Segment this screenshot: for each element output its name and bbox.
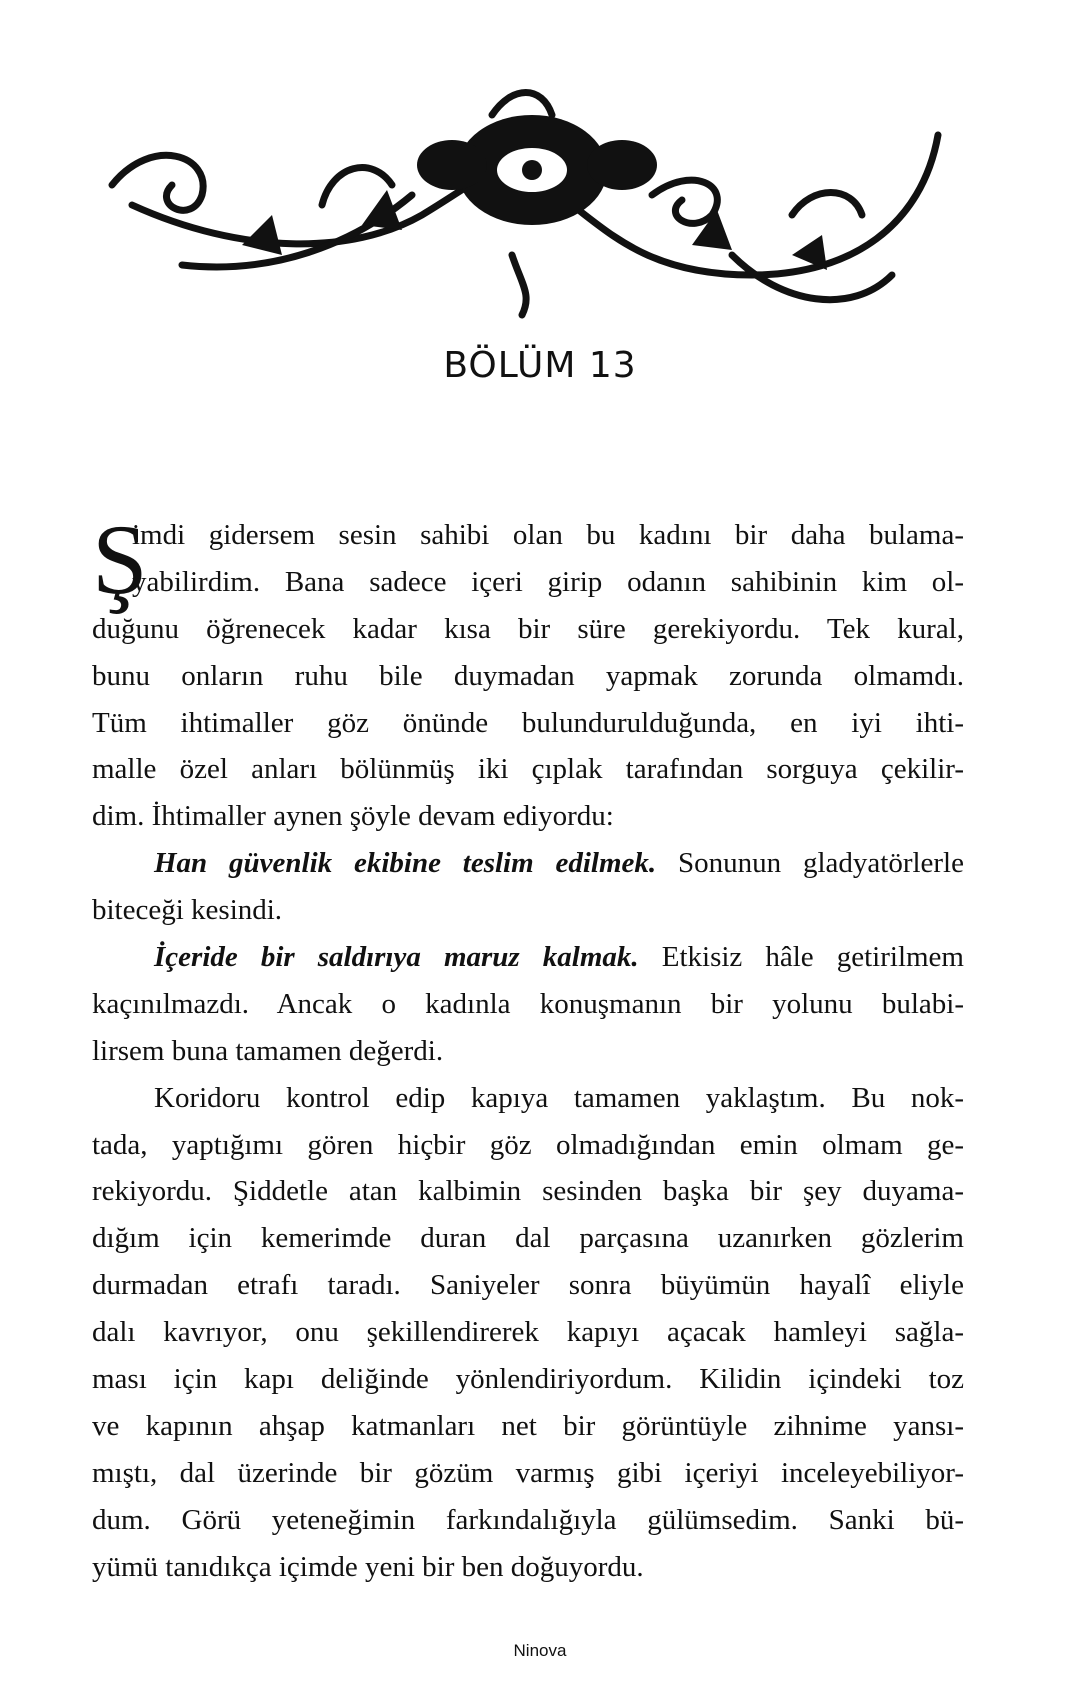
- text-line: yabilirdim. Bana sadece içeri girip odanın sahibinin kim ol-: [132, 565, 964, 598]
- text-line: dığım için kemerimde duran dal parçasına uzanırken gözlerim: [92, 1222, 964, 1255]
- text-line: durmadan etrafı taradı. Saniyeler sonra büyümün hayalî eliyle: [92, 1269, 964, 1302]
- text-line: biteceği kesindi.: [92, 894, 283, 927]
- text-line: malle özel anları bölünmüş iki çıplak tarafından sorguya çekilir-: [92, 753, 964, 786]
- text-line: duğunu öğrenecek kadar kısa bir süre gerekiyordu. Tek kural,: [92, 612, 964, 645]
- text-line: bunu onların ruhu bile duymadan yapmak zorunda olmamdı.: [92, 659, 964, 692]
- text-line: rekiyordu. Şiddetle atan kalbimin sesinden başka bir şey duyama-: [92, 1175, 964, 1208]
- text-line: [92, 934, 964, 981]
- text-line: [92, 840, 964, 887]
- floral-scroll-ornament-icon: [92, 75, 958, 325]
- text-segment: Etkisiz hâle getirilmem: [638, 941, 964, 974]
- drop-cap: Ş: [92, 504, 148, 615]
- publisher-footer: Ninova: [513, 1641, 567, 1660]
- body-text: [92, 504, 964, 1590]
- text-line: dalı kavrıyor, onu şekillendirerek kapıyı açacak hamleyi sağla-: [92, 1316, 964, 1349]
- chapter-title: BÖLÜM 13: [443, 345, 637, 386]
- text-line: dum. Görü yeteneğimin farkındalığıyla gülümsedim. Sanki bü-: [92, 1503, 964, 1536]
- text-line: Koridoru kontrol edip kapıya tamamen yaklaştım. Bu nok-: [154, 1081, 964, 1114]
- text-line: Tüm ihtimaller göz önünde bulundurulduğunda, en iyi ihti-: [92, 706, 964, 739]
- text-line: dim. İhtimaller aynen şöyle devam ediyordu:: [92, 800, 614, 833]
- text-line: ması için kapı deliğinde yönlendiriyordum. Kilidin içindeki toz: [92, 1363, 964, 1396]
- text-line: kaçınılmazdı. Ancak o kadınla konuşmanın bir yolunu bulabi-: [92, 987, 964, 1020]
- text-line: ve kapının ahşap katmanları net bir görüntüyle zihnime yansı-: [92, 1409, 964, 1442]
- text-line: yümü tanıdıkça içimde yeni bir ben doğuyordu.: [92, 1550, 644, 1583]
- text-line: imdi gidersem sesin sahibi olan bu kadını bir daha bulama-: [132, 519, 964, 551]
- text-line: tada, yaptığımı gören hiçbir göz olmadığından emin olmam ge-: [92, 1128, 964, 1161]
- text-segment: Sonunun gladyatörlerle: [656, 847, 964, 880]
- italic-phrase: İçeride bir saldırıya maruz kalmak.: [154, 941, 639, 974]
- italic-phrase: Han güvenlik ekibine teslim edilmek.: [154, 847, 657, 880]
- text-line: lirsem buna tamamen değerdi.: [92, 1034, 444, 1067]
- text-line: mıştı, dal üzerinde bir gözüm varmış gibi içeriyi inceleyebiliyor-: [92, 1456, 964, 1489]
